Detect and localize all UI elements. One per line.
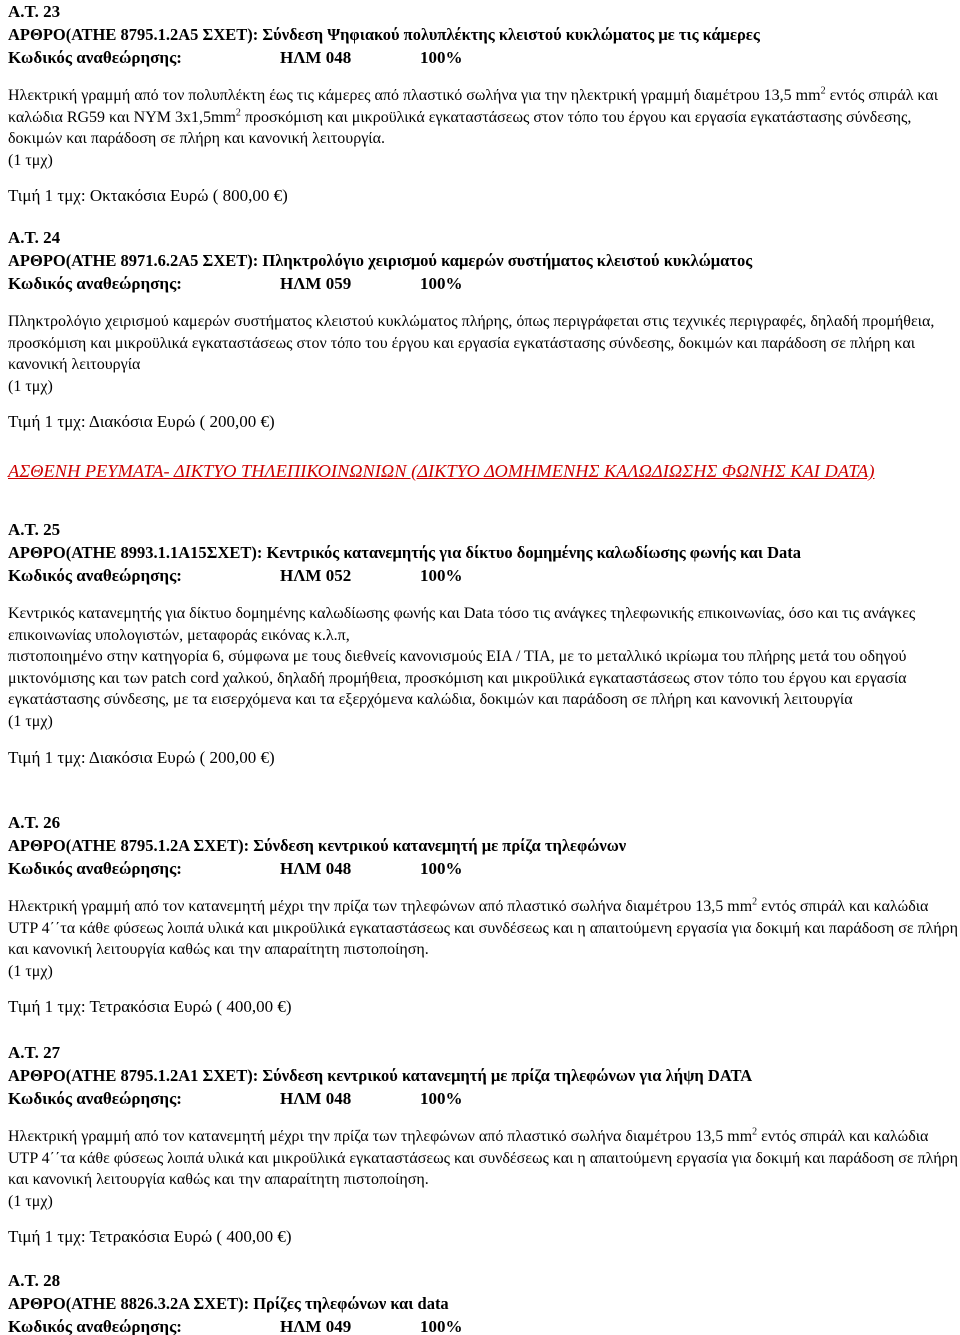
revision-code-value: ΗΛΜ 048 xyxy=(280,48,352,67)
revision-code-percent: 100% xyxy=(420,274,463,293)
article-title: ΑΡΘΡΟ(ΑΤΗΕ 8826.3.2Α ΣΧΕΤ): Πρίζες τηλεφώνων και data xyxy=(8,1294,449,1313)
item-description: Πληκτρολόγιο χειρισμού καμερών συστήματος κλειστού κυκλώματος πλήρης, όπως περιγράφεται στις τεχνικές περιγραφές, δηλαδή προμήθεια, προσκόμιση και μικροϋλικά εγκαταστάσεως στον τόπο του έργου και εργασία εγκατάστασης σύνδεσης, δοκιμών και παράδοση σε πλήρη και κανονική λειτουργία xyxy=(8,313,935,374)
item-number: Α.Τ. 26 xyxy=(8,813,61,832)
revision-code-percent: 100% xyxy=(420,48,463,67)
revision-code-percent: 100% xyxy=(420,1317,463,1335)
revision-code xyxy=(8,1315,958,1335)
item-number: Α.Τ. 27 xyxy=(8,1043,61,1062)
item-price: Τιμή 1 τμχ: Τετρακόσια Ευρώ ( 400,00 €) xyxy=(8,997,292,1017)
item-price: Τιμή 1 τμχ: Διακόσια Ευρώ ( 200,00 €) xyxy=(8,747,275,767)
item-27 xyxy=(8,1041,958,1248)
article-title: ΑΡΘΡΟ(ΑΤΗΕ 8993.1.1Α15ΣΧΕΤ): Κεντρικός κατανεμητής για δίκτυο δομημένης καλωδίωσης φωνής και Data xyxy=(8,543,802,562)
article-title: ΑΡΘΡΟ(ΑΤΗΕ 8971.6.2Α5 ΣΧΕΤ): Πληκτρολόγιο χειρισμού καμερών συστήματος κλειστού κυκλώματος xyxy=(8,251,753,270)
revision-code-value: ΗΛΜ 059 xyxy=(280,274,352,293)
revision-code-label: Κωδικός αναθεώρησης: xyxy=(8,1317,182,1335)
item-description: Ηλεκτρική γραμμή από τον πολυπλέκτη έως τις κάμερες από πλαστικό σωλήνα για την ηλεκτρική γραμμή διαμέτρου 13,5 $mm^2$ εντός σπιράλ και καλώδια RG59 και NYM $3x1,5mm^2$ προσκόμιση και μικροϋλικά εγκαταστάσεως στον τόπο του έργου και εργασία εγκατάστασης σύνδεσης, δοκιμών και παράδοση σε πλήρη και κανονική λειτουργία. xyxy=(8,85,939,148)
item-price: Τιμή 1 τμχ: Οκτακόσια Ευρώ ( 800,00 €) xyxy=(8,186,288,206)
revision-code-percent: 100% xyxy=(420,566,463,585)
article-title: ΑΡΘΡΟ(ΑΤΗΕ 8795.1.2Α5 ΣΧΕΤ): Σύνδεση Ψηφιακού πολυπλέκτης κλειστού κυκλώματος με τις κάμερες xyxy=(8,25,760,44)
revision-code-value: ΗΛΜ 048 xyxy=(280,859,352,878)
item-number: Α.Τ. 24 xyxy=(8,228,61,247)
revision-code-label: Κωδικός αναθεώρησης: xyxy=(8,1089,182,1108)
item-description: Κεντρικός κατανεμητής για δίκτυο δομημένης καλωδίωσης φωνής και Data τόσο τις ανάγκες τηλεφωνικής επικοινωνίας, όσο και τις ανάγκες επικοινωνίας υπολογιστών, μεταφοράς εικόνας κ.λ.π, xyxy=(8,605,916,644)
item-28 xyxy=(8,1269,958,1335)
item-description: Ηλεκτρική γραμμή από τον κατανεμητή μέχρι την πρίζα των τηλεφώνων από πλαστικό σωλήνα διαμέτρου 13,5 $mm^2$ εντός σπιράλ και καλώδια UTP 4΄΄τα κάθε φύσεως λοιπά υλικά και μικροϋλικά εγκαταστάσεως και συνδέσεως και η απαιτούμενη εργασία για δοκιμή και παράδοση σε πλήρη και κανονική λειτουργία καθώς και την απαραίτητη πιστοποίηση. xyxy=(8,1126,958,1189)
item-25 xyxy=(8,518,958,769)
item-number: Α.Τ. 23 xyxy=(8,2,61,21)
revision-code-value: ΗΛΜ 052 xyxy=(280,566,352,585)
item-quantity: (1 τμχ) xyxy=(8,712,53,730)
revision-code xyxy=(8,1087,958,1110)
revision-code-label: Κωδικός αναθεώρησης: xyxy=(8,566,182,585)
item-26 xyxy=(8,811,958,1018)
revision-code-label: Κωδικός αναθεώρησης: xyxy=(8,274,182,293)
item-quantity: (1 τμχ) xyxy=(8,377,53,395)
item-description: Ηλεκτρική γραμμή από τον κατανεμητή μέχρι την πρίζα των τηλεφώνων από πλαστικό σωλήνα διαμέτρου 13,5 $mm^2$ εντός σπιράλ και καλώδια UTP 4΄΄τα κάθε φύσεως λοιπά υλικά και μικροϋλικά εγκαταστάσεως και συνδέσεως και η απαιτούμενη εργασία για δοκιμή και παράδοση σε πλήρη και κανονική λειτουργία καθώς και την απαραίτητη πιστοποίηση. xyxy=(8,896,958,959)
item-24 xyxy=(8,226,958,433)
revision-code-percent: 100% xyxy=(420,1089,463,1108)
revision-code-label: Κωδικός αναθεώρησης: xyxy=(8,48,182,67)
revision-code-percent: 100% xyxy=(420,859,463,878)
item-number: Α.Τ. 25 xyxy=(8,520,61,539)
revision-code-label: Κωδικός αναθεώρησης: xyxy=(8,859,182,878)
item-quantity: (1 τμχ) xyxy=(8,962,53,980)
item-number: Α.Τ. 28 xyxy=(8,1271,61,1290)
article-title: ΑΡΘΡΟ(ΑΤΗΕ 8795.1.2Α1 ΣΧΕΤ): Σύνδεση κεντρικού κατανεμητή με πρίζα τηλεφώνων για λήψη DATA xyxy=(8,1066,753,1085)
item-quantity: (1 τμχ) xyxy=(8,1192,53,1210)
item-23 xyxy=(8,0,958,207)
revision-code-value: ΗΛΜ 049 xyxy=(280,1317,352,1335)
item-quantity: (1 τμχ) xyxy=(8,151,53,169)
revision-code xyxy=(8,272,958,295)
item-description-continued: πιστοποιημένο στην κατηγορία 6, σύμφωνα με τους διεθνείς κανονισμούς EIA / TIA, με το μεταλλικό ικρίωμα του πλήρης μετά του οδηγού μικτονόμισης και των patch cord χαλκού, δηλαδή προμήθεια, προσκόμιση και μικροϋλικά εγκαταστάσεως στον τόπο του έργου και εργασία εγκατάστασης σύνδεσης, με τα εισερχόμενα και τα εξερχόμενα καλώδια, δοκιμών και παράδοση σε πλήρη και κανονική λειτουργία xyxy=(8,648,907,709)
revision-code xyxy=(8,564,958,587)
revision-code xyxy=(8,857,958,880)
section-heading: ΑΣΘΕΝΗ ΡΕΥΜΑΤΑ- ΔΙΚΤΥΟ ΤΗΛΕΠΙΚΟΙΝΩΝΙΩΝ (ΔΙΚΤΥΟ ΔΟΜΗΜΕΝΗΣ ΚΑΛΩΔΙΩΣΗΣ ΦΩΝΗΣ ΚΑΙ DATA) xyxy=(8,461,875,481)
article-title: ΑΡΘΡΟ(ΑΤΗΕ 8795.1.2Α ΣΧΕΤ): Σύνδεση κεντρικού κατανεμητή με πρίζα τηλεφώνων xyxy=(8,836,627,855)
item-price: Τιμή 1 τμχ: Τετρακόσια Ευρώ ( 400,00 €) xyxy=(8,1227,292,1247)
item-price: Τιμή 1 τμχ: Διακόσια Ευρώ ( 200,00 €) xyxy=(8,412,275,432)
revision-code xyxy=(8,46,958,69)
revision-code-value: ΗΛΜ 048 xyxy=(280,1089,352,1108)
